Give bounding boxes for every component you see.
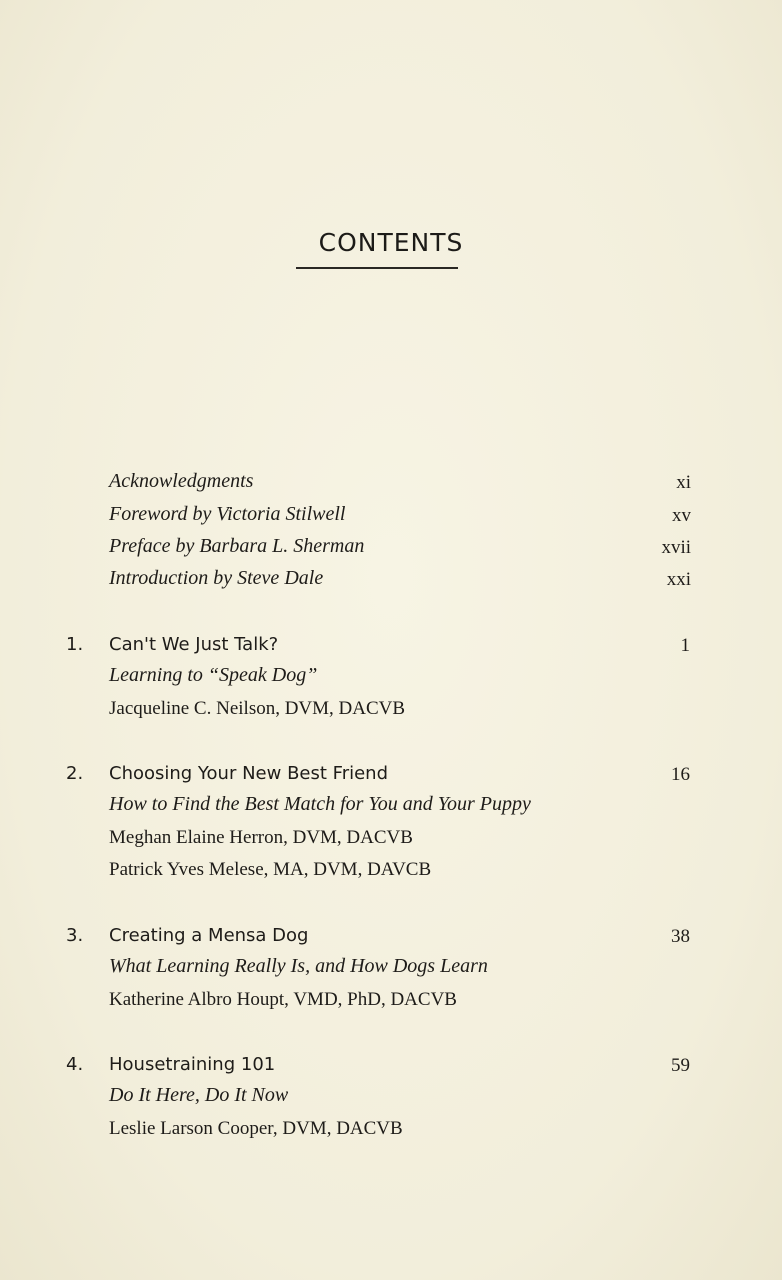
toc-entry-label: Introduction by Steve Dale xyxy=(109,567,324,589)
toc-entry-label: Preface by Barbara L. Sherman xyxy=(109,535,365,557)
toc-entry-label: Acknowledgments xyxy=(109,470,254,492)
chapter-author: Meghan Elaine Herron, DVM, DACVB xyxy=(109,827,413,848)
toc-entry-page: xvii xyxy=(661,537,691,558)
chapter-title: Can't We Just Talk? xyxy=(109,634,279,655)
toc-entry-introduction xyxy=(109,567,709,597)
chapter-page: 16 xyxy=(671,764,690,785)
page-title: CONTENTS xyxy=(318,228,464,257)
toc-entry-preface xyxy=(109,535,709,565)
toc-entry-page: xv xyxy=(672,505,691,526)
chapter-author: Patrick Yves Melese, MA, DVM, DAVCB xyxy=(109,859,432,880)
toc-entry-acknowledgments xyxy=(109,470,709,500)
chapter-subtitle: How to Find the Best Match for You and Your Puppy xyxy=(109,793,531,815)
chapter-title: Creating a Mensa Dog xyxy=(109,925,309,946)
title-underline xyxy=(296,267,458,269)
chapter-number: 4. xyxy=(66,1054,84,1075)
chapter-subtitle: Do It Here, Do It Now xyxy=(109,1084,289,1106)
chapter-author: Leslie Larson Cooper, DVM, DACVB xyxy=(109,1118,403,1139)
chapter-number: 3. xyxy=(66,925,84,946)
chapter-number: 2. xyxy=(66,763,84,784)
chapter-title: Housetraining 101 xyxy=(109,1054,276,1075)
chapter-subtitle: What Learning Really Is, and How Dogs Learn xyxy=(109,955,488,977)
toc-entry-label: Foreword by Victoria Stilwell xyxy=(109,503,346,525)
chapter-page: 38 xyxy=(671,926,690,947)
toc-entry-page: xxi xyxy=(666,569,691,590)
chapter-title: Choosing Your New Best Friend xyxy=(109,763,388,784)
toc-entry-foreword xyxy=(109,503,709,533)
toc-entry-page: xi xyxy=(676,472,691,493)
chapter-page: 59 xyxy=(671,1055,690,1076)
chapter-page: 1 xyxy=(680,635,690,656)
chapter-author: Katherine Albro Houpt, VMD, PhD, DACVB xyxy=(109,989,457,1010)
chapter-subtitle: Learning to “Speak Dog” xyxy=(109,664,318,686)
chapter-author: Jacqueline C. Neilson, DVM, DACVB xyxy=(109,698,406,719)
chapter-number: 1. xyxy=(66,634,84,655)
